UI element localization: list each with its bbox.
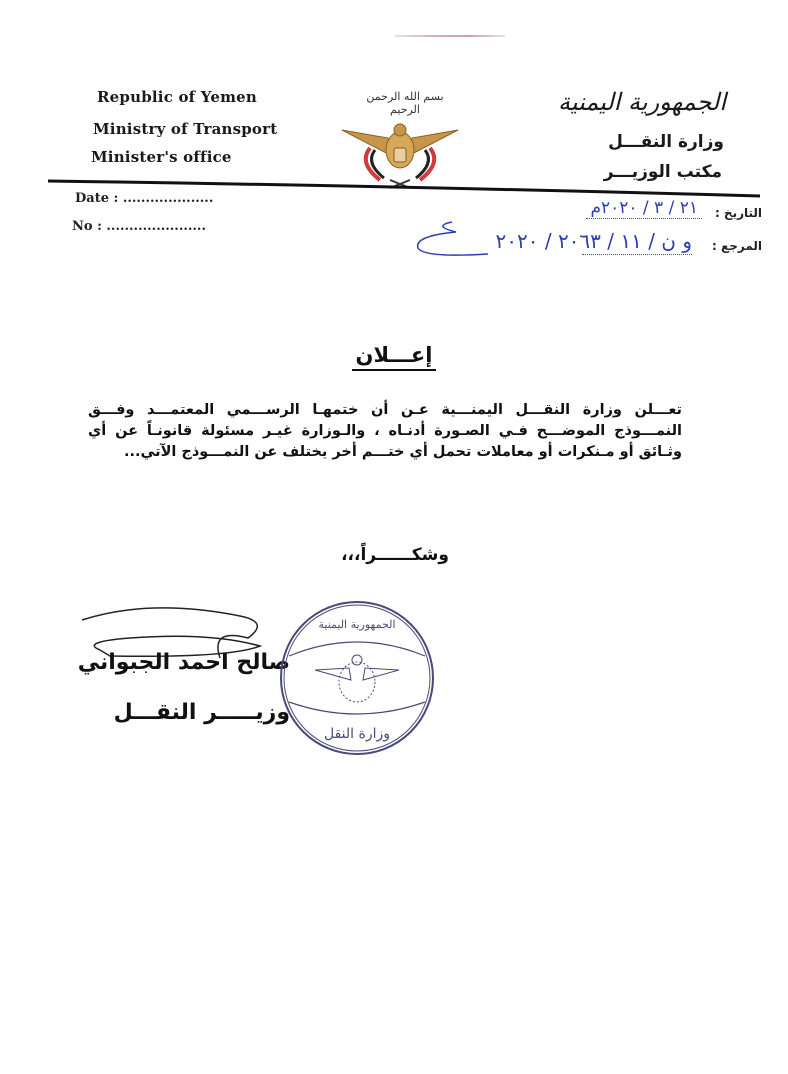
handwritten-bracket-icon (412, 218, 492, 260)
letterhead-en-republic: Republic of Yemen (97, 88, 257, 106)
signatory-name: صالح احمد الجبواني (77, 650, 290, 675)
reference-label-ar: المرجع : (712, 239, 762, 253)
announcement-title-wrap (0, 343, 788, 371)
page-top-mark (395, 35, 505, 37)
letterhead-ar-ministry: وزارة النقـــل (608, 132, 724, 152)
reference-handwritten-value: و ن / ١١ / ٢٠٦٣ / ٢٠٢٠ (495, 229, 692, 253)
body-paragraph: تعـــلن وزارة النقـــل اليمنـــية عـن أن ختمهـا الرســـمي المعتمـــد وفـــق النمـــوذج الموضـــح فـي الصـورة أدنـاه ، والـوزارة غيـر مسئولة قانونـاً عن أي وثـائق أو مـنكرات أو معاملات تحمل أي ختـــم أخر يختلف عن النمـــوذج الآتي... (88, 402, 682, 460)
letterhead-en-ministry: Ministry of Transport (93, 120, 278, 138)
date-field-en: Date : .................... (75, 191, 214, 206)
date-label-ar: التاريخ : (714, 206, 762, 220)
announcement-body (88, 400, 712, 463)
stamp-bottom-text: وزارة النقل (323, 726, 391, 742)
basmala: بسم الله الرحمن الرحيم (366, 90, 444, 116)
date-handwritten-value: ٢١ / ٣ / ٢٠٢٠م (586, 198, 702, 219)
letterhead-ar-office: مكتب الوزيـــر (603, 162, 722, 182)
stamp-top-text: الجمهورية اليمنية (318, 618, 396, 631)
number-field-en: No : ...................... (72, 219, 206, 234)
official-stamp-icon (277, 598, 437, 758)
announcement-title: إعـــلان (352, 343, 437, 371)
signatory-title: وزيـــــر النقـــل (113, 700, 290, 725)
letterhead-ar-republic: الجمهورية اليمنية (557, 88, 726, 116)
letterhead-en-office: Minister's office (91, 148, 232, 166)
closing-thanks: وشكــــــراً،،، (341, 545, 449, 565)
reference-dotted-line (582, 254, 692, 255)
